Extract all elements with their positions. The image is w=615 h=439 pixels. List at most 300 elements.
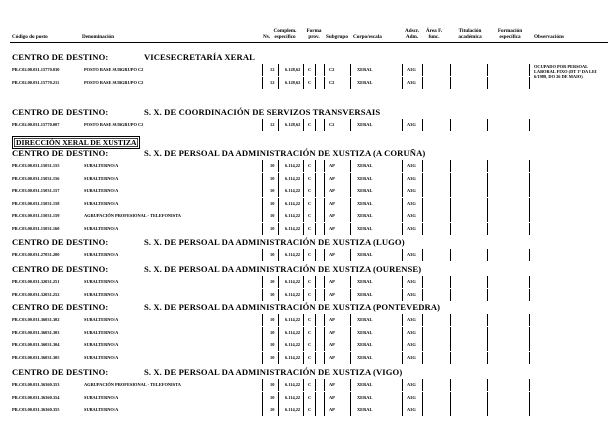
column-divider — [529, 339, 530, 351]
header-subgrupo: Subgrupo — [326, 34, 348, 40]
cell-denom: SUBALTERNO/A — [84, 291, 119, 297]
column-divider — [278, 249, 279, 261]
column-divider — [262, 289, 263, 301]
cell-denom: POSTO BASE SUBGRUPO C2 — [84, 67, 144, 72]
column-divider — [487, 160, 488, 172]
cell-comp: 6.114,22 — [285, 225, 301, 231]
column-divider — [303, 64, 304, 76]
centro-label: CENTRO DE DESTINO: — [12, 264, 109, 274]
column-divider — [487, 404, 488, 416]
column-divider — [450, 185, 451, 197]
column-divider — [402, 119, 403, 131]
table-row — [10, 327, 608, 339]
column-divider — [278, 64, 279, 76]
column-divider — [422, 352, 423, 364]
column-divider — [487, 223, 488, 235]
centro-destino — [12, 367, 403, 377]
cell-ads: A3G — [407, 200, 416, 206]
cell-sub: AP — [329, 200, 335, 206]
column-divider — [422, 289, 423, 301]
column-divider — [350, 210, 351, 222]
centro-destino — [12, 107, 381, 117]
column-divider — [262, 198, 263, 210]
column-divider — [303, 392, 304, 404]
column-divider — [350, 327, 351, 339]
column-divider — [324, 210, 325, 222]
column-divider — [487, 352, 488, 364]
column-divider — [315, 404, 316, 416]
table-row — [10, 339, 608, 351]
column-divider — [422, 210, 423, 222]
column-divider — [450, 339, 451, 351]
header-observacions: Observacións — [534, 34, 564, 40]
column-divider — [422, 77, 423, 89]
column-divider — [422, 119, 423, 131]
cell-forma: C — [308, 163, 312, 168]
cell-corpo: XERAL — [357, 175, 373, 181]
centro-label: CENTRO DE DESTINO: — [12, 367, 109, 377]
column-divider — [529, 276, 530, 288]
column-divider — [324, 352, 325, 364]
cell-code: PR.C03.00.031.15031.155 — [12, 163, 60, 168]
cell-ads: A3G — [407, 407, 416, 412]
centro-name: S. X. DE COORDINACIÓN DE SERVIZOS TRANSVERSAIS — [144, 107, 381, 117]
cell-ads: A3G — [407, 79, 416, 85]
column-divider — [350, 339, 351, 351]
cell-corpo: XERAL — [357, 342, 373, 347]
cell-sub: AP — [329, 342, 335, 347]
centro-name: S. X. DE PERSOAL DA ADMINISTRACIÓN DE XUSTIZA (PONTEVEDRA) — [144, 302, 441, 312]
cell-sub: AP — [329, 407, 335, 412]
column-divider — [487, 249, 488, 261]
direction-title: DIRECCIÓN XERAL DE XUSTIZA — [12, 136, 140, 149]
cell-corpo: XERAL — [357, 200, 373, 206]
column-divider — [315, 210, 316, 222]
cell-nivel: 10 — [270, 407, 275, 412]
column-divider — [350, 276, 351, 288]
cell-comp: 6.114,22 — [285, 163, 301, 168]
column-divider — [422, 160, 423, 172]
column-divider — [529, 173, 530, 185]
table-row — [10, 352, 608, 364]
cell-ads: A3G — [407, 354, 416, 360]
cell-comp: 6.114,22 — [285, 382, 301, 387]
column-divider — [402, 198, 403, 210]
cell-nivel: 10 — [270, 382, 275, 387]
cell-corpo: XERAL — [357, 382, 373, 387]
column-divider — [278, 289, 279, 301]
cell-comp: 6.114,22 — [285, 317, 301, 322]
centro-name: VICESECRETARÍA XERAL — [144, 52, 255, 62]
column-divider — [529, 404, 530, 416]
cell-code: PR.C03.00.031.15031.160 — [12, 225, 60, 231]
column-divider — [303, 314, 304, 326]
column-divider — [529, 379, 530, 391]
column-divider — [422, 379, 423, 391]
cell-comp: 6.114,22 — [285, 188, 301, 193]
column-divider — [402, 160, 403, 172]
column-divider — [315, 289, 316, 301]
cell-comp: 6.114,22 — [285, 354, 301, 360]
column-divider — [315, 223, 316, 235]
cell-forma: C — [308, 252, 312, 257]
column-divider — [303, 352, 304, 364]
column-divider — [402, 339, 403, 351]
column-divider — [278, 77, 279, 89]
cell-forma: C — [308, 354, 312, 360]
column-divider — [487, 198, 488, 210]
column-divider — [350, 77, 351, 89]
column-divider — [422, 249, 423, 261]
column-divider — [402, 185, 403, 197]
column-divider — [315, 198, 316, 210]
column-divider — [315, 392, 316, 404]
cell-nivel: 10 — [270, 394, 275, 400]
column-divider — [303, 289, 304, 301]
table-row — [10, 314, 608, 326]
cell-denom: SUBALTERNO/A — [84, 279, 119, 284]
column-divider — [278, 276, 279, 288]
cell-sub: AP — [329, 329, 335, 335]
column-divider — [303, 198, 304, 210]
table-row — [10, 160, 608, 172]
cell-corpo: XERAL — [357, 394, 373, 400]
column-divider — [402, 64, 403, 76]
column-divider — [402, 379, 403, 391]
column-divider — [529, 327, 530, 339]
cell-ads: A3G — [407, 188, 416, 193]
cell-ads: A3G — [407, 394, 416, 400]
cell-comp: 6.128,62 — [285, 67, 301, 72]
cell-corpo: XERAL — [357, 188, 373, 193]
column-divider — [262, 404, 263, 416]
column-divider — [450, 173, 451, 185]
cell-nivel: 10 — [270, 329, 275, 335]
cell-denom: SUBALTERNO/A — [84, 175, 119, 181]
cell-forma: C — [308, 200, 312, 206]
cell-forma: C — [308, 291, 312, 297]
column-divider — [262, 327, 263, 339]
column-divider — [450, 223, 451, 235]
table-row — [10, 173, 608, 185]
cell-sub: AP — [329, 317, 335, 322]
column-divider — [262, 314, 263, 326]
cell-sub: AP — [329, 188, 335, 193]
column-divider — [350, 185, 351, 197]
cell-nivel: 10 — [270, 225, 275, 231]
column-divider — [450, 392, 451, 404]
cell-comp: 6.114,22 — [285, 200, 301, 206]
cell-nivel: 10 — [270, 200, 275, 206]
column-divider — [262, 276, 263, 288]
column-divider — [324, 314, 325, 326]
column-divider — [402, 327, 403, 339]
cell-corpo: XERAL — [357, 291, 373, 297]
column-divider — [422, 173, 423, 185]
column-divider — [278, 223, 279, 235]
column-divider — [402, 223, 403, 235]
column-divider — [450, 119, 451, 131]
column-divider — [350, 64, 351, 76]
cell-nivel: 10 — [270, 317, 275, 322]
cell-code: PR.C03.00.031.15031.159 — [12, 213, 60, 218]
table-row — [10, 185, 608, 197]
cell-ads: A3G — [407, 122, 416, 127]
column-divider — [450, 198, 451, 210]
column-divider — [350, 314, 351, 326]
cell-denom: SUBALTERNO/A — [84, 329, 119, 335]
column-divider — [315, 314, 316, 326]
column-divider — [262, 392, 263, 404]
column-divider — [402, 173, 403, 185]
cell-forma: C — [308, 382, 312, 387]
cell-corpo: XERAL — [357, 354, 373, 360]
cell-nivel: 10 — [270, 175, 275, 181]
header-area: Área F. func. — [425, 28, 443, 40]
cell-code: PR.C03.00.031.15031.157 — [12, 188, 60, 193]
cell-comp: 6.128,62 — [285, 122, 301, 127]
column-divider — [450, 276, 451, 288]
column-divider — [278, 339, 279, 351]
column-divider — [324, 64, 325, 76]
column-divider — [278, 198, 279, 210]
cell-denom: SUBALTERNO/A — [84, 252, 119, 257]
column-divider — [450, 77, 451, 89]
column-divider — [315, 185, 316, 197]
column-divider — [487, 185, 488, 197]
cell-forma: C — [308, 175, 312, 181]
table-row — [10, 198, 608, 210]
cell-denom: AGRUPACIÓN PROFESIONAL - TELEFONISTA — [84, 382, 181, 387]
cell-ads: A3G — [407, 317, 416, 322]
column-divider — [262, 210, 263, 222]
column-divider — [350, 198, 351, 210]
cell-ads: A3G — [407, 225, 416, 231]
column-divider — [278, 119, 279, 131]
table-row — [10, 379, 608, 391]
column-divider — [402, 249, 403, 261]
column-divider — [324, 185, 325, 197]
cell-corpo: XERAL — [357, 79, 373, 85]
column-divider — [315, 77, 316, 89]
table-row — [10, 119, 608, 131]
cell-code: PR.C03.00.031.36031.302 — [12, 317, 60, 322]
column-divider — [303, 77, 304, 89]
centro-label: CENTRO DE DESTINO: — [12, 237, 109, 247]
column-divider — [402, 314, 403, 326]
column-divider — [278, 160, 279, 172]
cell-comp: 6.128,62 — [285, 79, 301, 85]
cell-obs: OCUPADO POR PERSOAL LABORAL FIXO (DT 1ª DA LEI 6/1988, DO 26 DE MAIO) — [534, 64, 597, 80]
column-divider — [450, 314, 451, 326]
table-row — [10, 404, 608, 416]
column-divider — [278, 210, 279, 222]
column-divider — [487, 64, 488, 76]
cell-ads: A3G — [407, 213, 416, 218]
column-divider — [303, 249, 304, 261]
cell-nivel: 12 — [270, 79, 275, 85]
column-divider — [422, 327, 423, 339]
cell-nivel: 10 — [270, 354, 275, 360]
column-divider — [350, 173, 351, 185]
cell-corpo: XERAL — [357, 163, 373, 168]
cell-denom: POSTO BASE SUBGRUPO C2 — [84, 79, 144, 85]
centro-destino — [12, 52, 255, 62]
column-divider — [262, 352, 263, 364]
cell-corpo: XERAL — [357, 329, 373, 335]
cell-sub: C2 — [329, 122, 335, 127]
cell-denom: SUBALTERNO/A — [84, 407, 119, 412]
column-divider — [450, 352, 451, 364]
column-divider — [303, 185, 304, 197]
cell-denom: SUBALTERNO/A — [84, 317, 119, 322]
cell-code: PR.C03.00.031.27031.200 — [12, 252, 60, 257]
cell-denom: SUBALTERNO/A — [84, 225, 119, 231]
table-row — [10, 289, 608, 301]
cell-ads: A3G — [407, 291, 416, 297]
centro-destino — [12, 264, 422, 274]
column-divider — [487, 289, 488, 301]
column-divider — [324, 160, 325, 172]
column-divider — [262, 173, 263, 185]
cell-denom: SUBALTERNO/A — [84, 394, 119, 400]
cell-forma: C — [308, 394, 312, 400]
cell-nivel: 10 — [270, 279, 275, 284]
column-divider — [303, 210, 304, 222]
cell-sub: AP — [329, 175, 335, 181]
cell-corpo: XERAL — [357, 407, 373, 412]
column-divider — [315, 276, 316, 288]
column-divider — [450, 160, 451, 172]
header-denominacion: Denominación — [82, 34, 114, 40]
column-divider — [487, 119, 488, 131]
column-divider — [422, 185, 423, 197]
column-divider — [262, 64, 263, 76]
centro-label: CENTRO DE DESTINO: — [12, 148, 109, 158]
cell-denom: SUBALTERNO/A — [84, 188, 119, 193]
cell-code: PR.C02.00.031.15770.030 — [12, 67, 60, 72]
centro-label: CENTRO DE DESTINO: — [12, 107, 109, 117]
cell-sub: AP — [329, 382, 335, 387]
column-divider — [402, 289, 403, 301]
column-divider — [402, 276, 403, 288]
column-divider — [324, 379, 325, 391]
column-divider — [422, 223, 423, 235]
column-divider — [422, 392, 423, 404]
cell-ads: A3G — [407, 279, 416, 284]
column-divider — [324, 223, 325, 235]
column-divider — [350, 379, 351, 391]
column-divider — [529, 314, 530, 326]
cell-nivel: 10 — [270, 252, 275, 257]
column-divider — [487, 314, 488, 326]
column-divider — [450, 379, 451, 391]
cell-nivel: 10 — [270, 163, 275, 168]
column-divider — [350, 223, 351, 235]
cell-corpo: XERAL — [357, 67, 373, 72]
header-formacion: Formación específica — [497, 28, 523, 40]
column-divider — [529, 392, 530, 404]
column-divider — [422, 276, 423, 288]
column-divider — [315, 249, 316, 261]
column-divider — [487, 392, 488, 404]
centro-label: CENTRO DE DESTINO: — [12, 302, 109, 312]
table-row — [10, 223, 608, 235]
column-divider — [262, 223, 263, 235]
header-adscricion: Adscr. Adm. — [404, 28, 420, 40]
column-divider — [350, 289, 351, 301]
column-divider — [487, 327, 488, 339]
cell-sub: C2 — [329, 67, 335, 72]
column-divider — [315, 160, 316, 172]
cell-nivel: 10 — [270, 291, 275, 297]
column-divider — [303, 379, 304, 391]
cell-forma: C — [308, 225, 312, 231]
column-divider — [303, 404, 304, 416]
column-divider — [529, 249, 530, 261]
column-divider — [422, 198, 423, 210]
cell-forma: C — [308, 342, 312, 347]
column-divider — [422, 64, 423, 76]
cell-nivel: 10 — [270, 342, 275, 347]
cell-forma: C — [308, 188, 312, 193]
column-divider — [450, 404, 451, 416]
column-divider — [350, 352, 351, 364]
centro-name: S. X. DE PERSOAL DA ADMINISTRACIÓN DE XUSTIZA (LUGO) — [144, 237, 405, 247]
cell-code: PR.C03.00.031.36360.353 — [12, 382, 60, 387]
header-corpo: Corpo/escala — [353, 34, 382, 40]
cell-code: PR.C03.00.031.36031.303 — [12, 329, 60, 335]
column-divider — [303, 327, 304, 339]
cell-forma: C — [308, 279, 312, 284]
column-divider — [402, 404, 403, 416]
column-divider — [324, 119, 325, 131]
column-divider — [315, 119, 316, 131]
column-divider — [262, 339, 263, 351]
column-divider — [529, 64, 530, 76]
column-divider — [529, 119, 530, 131]
column-divider — [529, 160, 530, 172]
cell-code: PR.C02.00.031.15770.211 — [12, 79, 60, 85]
cell-ads: A3G — [407, 342, 416, 347]
column-divider — [422, 404, 423, 416]
cell-ads: A3G — [407, 67, 416, 72]
centro-name: S. X. DE PERSOAL DA ADMINISTRACIÓN DE XUSTIZA (VIGO) — [144, 367, 403, 377]
column-divider — [350, 249, 351, 261]
cell-forma: C — [308, 122, 312, 127]
column-divider — [487, 210, 488, 222]
table-row — [10, 249, 608, 261]
table-row — [10, 392, 608, 404]
cell-comp: 6.114,22 — [285, 407, 301, 412]
cell-ads: A3G — [407, 252, 416, 257]
column-divider — [450, 327, 451, 339]
cell-sub: AP — [329, 163, 335, 168]
cell-nivel: 10 — [270, 213, 275, 218]
centro-destino — [12, 302, 441, 312]
column-divider — [278, 173, 279, 185]
cell-sub: AP — [329, 394, 335, 400]
cell-forma: C — [308, 317, 312, 322]
column-divider — [278, 379, 279, 391]
header-complemento: Complem. específico — [273, 28, 297, 40]
cell-ads: A3G — [407, 329, 416, 335]
table-row — [10, 77, 608, 89]
cell-forma: C — [308, 213, 312, 218]
cell-comp: 6.114,22 — [285, 175, 301, 181]
column-divider — [278, 314, 279, 326]
header-titulacion: Titulación académica — [458, 28, 482, 40]
